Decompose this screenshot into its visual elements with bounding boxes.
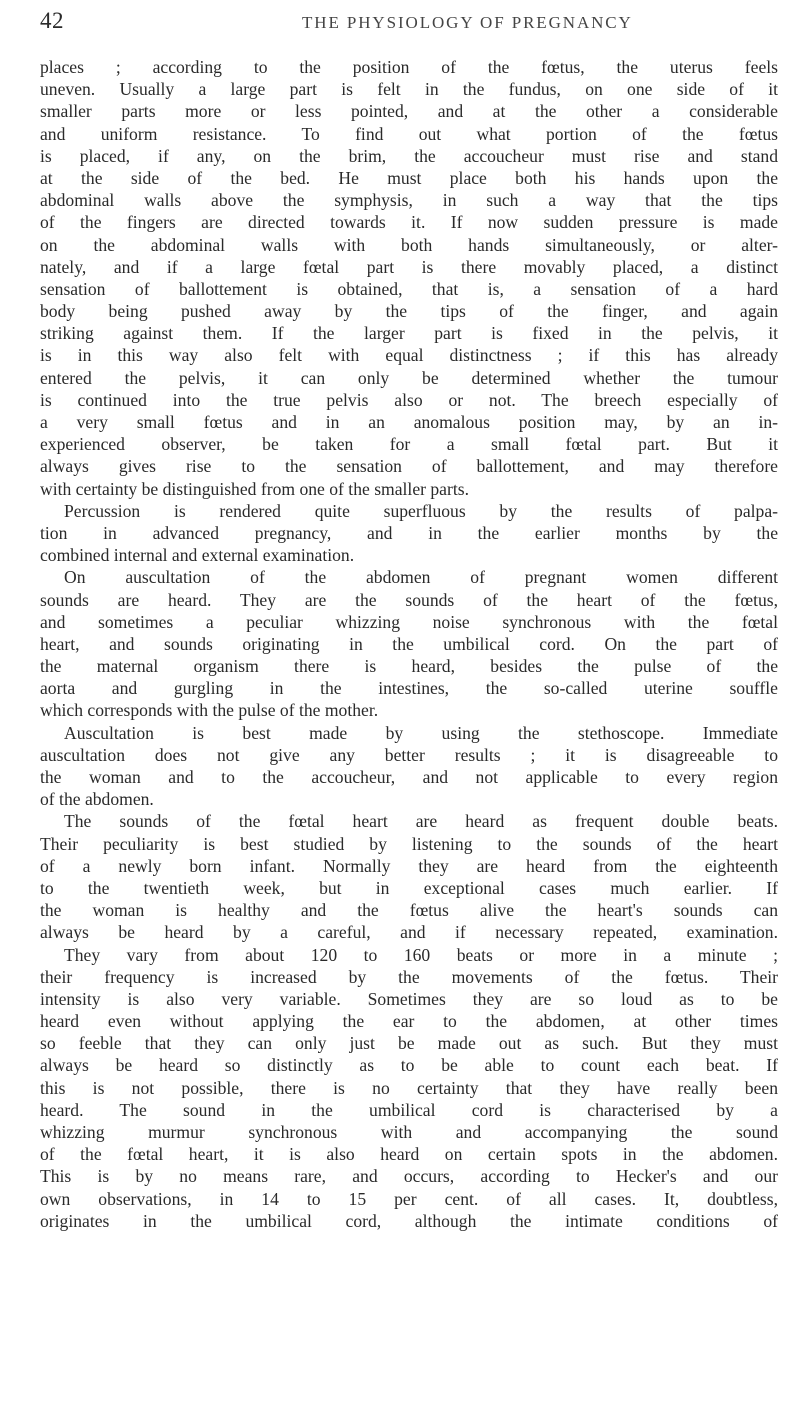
text-line: this is not possible, there is no certainty that they have really been xyxy=(40,1077,778,1098)
text-line: heart, and sounds originating in the umbilical cord. On the part of xyxy=(40,633,778,654)
text-line: a very small fœtus and in an anomalous position may, by an in- xyxy=(40,412,778,432)
text-line: is continued into the true pelvis also or not. The breech especially of xyxy=(40,389,778,410)
text-line: This is by no means rare, and occurs, according to Hecker's and our xyxy=(40,1166,778,1187)
text-line: to the twentieth week, but in exceptional cases much earlier. If xyxy=(40,877,778,898)
text-line: smaller parts more or less pointed, and at the other a considerable xyxy=(40,101,778,122)
text-line: sounds are heard. They are the sounds of the heart of the fœtus, xyxy=(40,589,778,610)
text-line: the woman and to the accoucheur, and not applicable to every region xyxy=(40,767,778,787)
text-line: auscultation does not give any better results ; it is disagreeable to xyxy=(40,744,778,765)
text-line: They vary from about 120 to 160 beats or more in a minute ; xyxy=(64,944,778,965)
text-line: entered the pelvis, it can only be determined whether the tumour xyxy=(40,367,778,388)
text-line: always be heard so distinctly as to be able to count each beat. If xyxy=(40,1055,778,1076)
text-line: combined internal and external examination. xyxy=(40,545,355,566)
text-line: experienced observer, be taken for a small fœtal part. But it xyxy=(40,434,778,455)
text-line: The sounds of the fœtal heart are heard as frequent double beats. xyxy=(64,811,778,832)
text-line: is in this way also felt with equal distinctness ; if this has already xyxy=(40,345,778,366)
text-line: their frequency is increased by the movements of the fœtus. Their xyxy=(40,966,778,987)
text-line: abdominal walls above the symphysis, in such a way that the tips xyxy=(40,190,778,211)
running-title: THE PHYSIOLOGY OF PREGNANCY xyxy=(302,13,633,32)
body-text xyxy=(40,56,778,1232)
text-line: is placed, if any, on the brim, the accoucheur must rise and stand xyxy=(40,145,778,166)
text-line: always gives rise to the sensation of ballottement, and may therefore xyxy=(40,456,778,477)
text-line: the maternal organism there is heard, besides the pulse of the xyxy=(40,656,778,677)
text-line: whizzing murmur synchronous with and accompanying the sound xyxy=(40,1122,778,1142)
text-line: aorta and gurgling in the intestines, the so-called uterine souffle xyxy=(40,678,778,699)
text-line: sensation of ballottement is obtained, that is, a sensation of a hard xyxy=(40,278,778,299)
text-line: of the fœtal heart, it is also heard on certain spots in the abdomen. xyxy=(40,1144,778,1165)
text-line: Percussion is rendered quite superfluous by the results of palpa- xyxy=(64,500,778,521)
text-line: intensity is also very variable. Sometimes they are so loud as to be xyxy=(40,988,778,1009)
running-head xyxy=(40,8,778,48)
text-line: of the abdomen. xyxy=(40,789,154,810)
text-line: so feeble that they can only just be made out as such. But they must xyxy=(40,1033,778,1054)
text-line: on the abdominal walls with both hands simultaneously, or alter- xyxy=(40,234,778,255)
text-line: the woman is healthy and the fœtus alive the heart's sounds can xyxy=(40,900,778,921)
text-line: body being pushed away by the tips of the finger, and again xyxy=(40,301,778,322)
text-line: heard. The sound in the umbilical cord is characterised by a xyxy=(40,1099,778,1120)
text-line: with certainty be distinguished from one of the smaller parts. xyxy=(40,478,469,499)
page-number: 42 xyxy=(40,8,64,33)
text-line: of the fingers are directed towards it. If now sudden pressure is made xyxy=(40,212,778,233)
text-line: of a newly born infant. Normally they are heard from the eighteenth xyxy=(40,855,778,876)
text-line: own observations, in 14 to 15 per cent. of all cases. It, doubtless, xyxy=(40,1188,778,1209)
text-line: uneven. Usually a large part is felt in the fundus, on one side of it xyxy=(40,79,778,100)
text-line: and uniform resistance. To find out what portion of the fœtus xyxy=(40,123,778,144)
text-line: Their peculiarity is best studied by listening to the sounds of the heart xyxy=(40,833,778,854)
text-line: originates in the umbilical cord, although the intimate conditions of xyxy=(40,1210,778,1231)
text-line: always be heard by a careful, and if necessary repeated, examination. xyxy=(40,922,778,943)
text-line: and sometimes a peculiar whizzing noise synchronous with the fœtal xyxy=(40,611,778,632)
text-line: heard even without applying the ear to the abdomen, at other times xyxy=(40,1011,778,1032)
text-line: which corresponds with the pulse of the mother. xyxy=(40,700,379,721)
text-line: nately, and if a large fœtal part is there movably placed, a distinct xyxy=(40,256,778,277)
text-line: striking against them. If the larger part is fixed in the pelvis, it xyxy=(40,323,778,344)
text-line: at the side of the bed. He must place both his hands upon the xyxy=(40,167,778,188)
text-line: On auscultation of the abdomen of pregnant women different xyxy=(64,567,778,588)
text-line: Auscultation is best made by using the stethoscope. Immediate xyxy=(64,722,778,743)
text-line: tion in advanced pregnancy, and in the earlier months by the xyxy=(40,522,778,543)
text-line: places ; according to the position of the fœtus, the uterus feels xyxy=(40,57,778,77)
